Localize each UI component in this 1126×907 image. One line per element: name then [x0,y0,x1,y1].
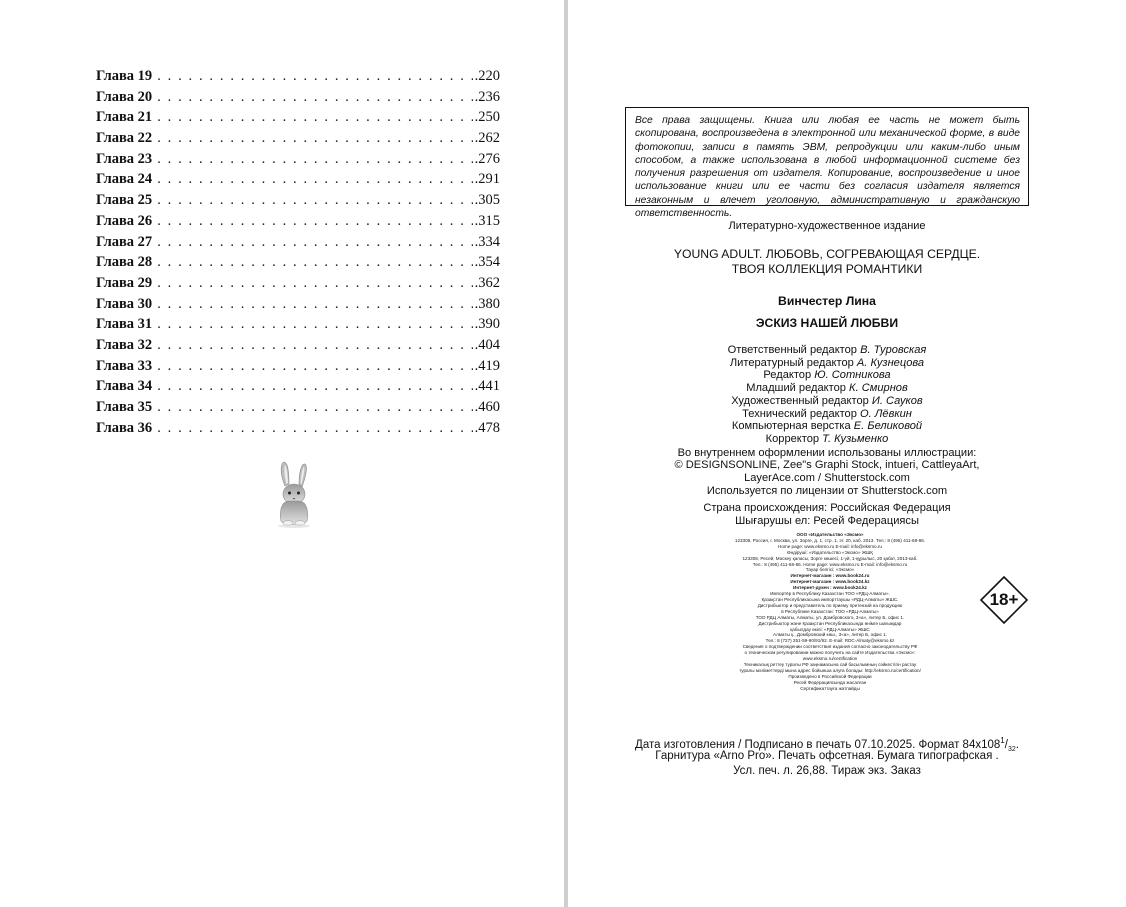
credit-role: Редактор [763,369,812,382]
credit-name: В. Туровская [860,344,927,356]
imprint-format-sub: 32 [1007,746,1016,754]
bunny-illustration [268,460,320,530]
small-print-line: Дистрибьютор и представитель по приему претензий на продукцию [757,602,903,608]
credit-name: Ю. Сотникова [814,369,891,382]
toc-entry [96,294,500,315]
small-print-line: Сведения о подтверждении соответствия издания согласно законодательству РФ [742,644,918,650]
credit-line [625,420,1029,433]
toc-dot-leader [157,314,472,335]
toc-chapter-label: Глава 21 [96,109,153,126]
publisher-small-print [705,532,955,691]
toc-page-number: .220 [474,68,500,84]
toc-entry [96,232,500,253]
credit-line [625,433,1029,446]
toc-chapter-label: Глава 24 [96,171,153,188]
credit-role: Ответственный редактор [727,344,857,356]
illustrations-line-1: Во внутреннем оформлении использованы иллюстрации: [677,447,977,459]
toc-dot-leader [157,294,472,315]
toc-chapter-label: Глава 30 [96,295,153,312]
toc-dot-leader [157,87,472,108]
toc-chapter-label: Глава 23 [96,150,153,167]
toc-page-number: .236 [474,88,500,105]
credit-name: К. Смирнов [849,382,908,395]
toc-page-number: .250 [474,109,500,126]
toc-entry [96,87,500,108]
author-name: Винчестер Лина [778,294,876,308]
small-print-line: Интернет-магазин : www.book24.ru [790,573,870,579]
toc-entry [96,190,500,211]
toc-chapter-label: Глава 26 [96,212,153,229]
toc-dot-leader [157,252,472,273]
toc-dot-leader [157,211,472,232]
series-line-1: YOUNG ADULT. ЛЮБОВЬ, СОГРЕВАЮЩАЯ СЕРДЦЕ. [673,247,981,261]
credit-role: Художественный редактор [731,394,869,407]
small-print-line: Интернет-дүкен : www.book24.kz [793,585,867,591]
imprint-format-sup: 1 [1000,736,1005,745]
toc-dot-leader [157,356,472,377]
credit-line [625,344,1029,357]
toc-chapter-label: Глава 35 [96,399,153,415]
toc-dot-leader [157,128,472,149]
book-title: ЭСКИЗ НАШЕЙ ЛЮБВИ [755,316,899,330]
small-print-line: ТОО РДЦ Алматы, Алматы, ул. Домбровского, 3«а», литер Б, офис 1. [755,614,905,620]
credit-name: А. Кузнецова [856,356,925,369]
credit-line [625,369,1029,382]
toc-chapter-label: Глава 33 [96,357,153,374]
toc-entry [96,149,500,170]
license-line: Используется по лицензии от Shutterstock.com [706,485,948,497]
imprint-line-1: Дата изготовления / Подписано в печать 07.10.2025. Формат $84x108^1/_{32}$. [635,736,1019,754]
toc-dot-leader [157,232,472,253]
toc-entry [96,107,500,128]
illustrations-line-3: LayerAce.com / Shutterstock.com [744,472,910,484]
toc-page-number: .262 [474,130,500,147]
small-print-line: Өндіруші: «Издательство «Эксмо» ЖШҚ [787,549,873,555]
toc-entry [96,356,500,377]
origin-line-2: Шығарушы ел: Ресей Федерациясы [735,515,919,527]
right-page [568,0,1126,907]
small-print-line: Қазақстан Республикасына импорттаушы «РДЦ-Алматы» ЖШС. [761,596,899,602]
imprint-date-format: Дата изготовления / Подписано в печать 07.10.2025. Формат 84x108 [635,738,1001,751]
toc-page-number: .380 [474,295,500,312]
small-print-line: Алматы қ., Домбровский көш., 3«а», литер Б, офис 1. [773,632,887,638]
toc-dot-leader [157,169,472,190]
credit-role: Младший редактор [746,382,846,395]
small-print-line: Ресей Федерациясында жасалған [793,679,867,685]
toc-entry [96,397,500,418]
toc-chapter-label: Глава 28 [96,254,153,271]
small-print-line: ООО «Издательство «Эксмо» [796,532,864,537]
toc-entry [96,211,500,232]
small-print-line: Тел.: 8 (495) 411-68-86. Home page: www.eksmo.ru E-mail: info@eksmo.ru [752,561,908,567]
toc-entry [96,273,500,294]
toc-dot-leader [157,418,472,439]
toc-page-number: .276 [474,150,500,167]
toc-dot-leader [157,273,472,294]
origin-line-1: Страна происхождения: Российская Федерация [703,502,951,514]
small-print-line: о техническом регулировании можно получить на сайте Издательства «Эксмо»: [744,650,916,656]
credit-role: Литературный редактор [729,356,854,369]
age-rating-label: 18+ [989,590,1019,609]
credit-line [625,357,1029,370]
toc-page-number: .478 [474,419,500,436]
small-print-line: Интернет-магазин : www.book24.kz [790,579,870,585]
credit-name: Е. Беликовой [853,420,923,433]
small-print-line: Home page: www.eksmo.ru E-mail: info@eksmo.ru [778,543,882,549]
credit-line [625,395,1029,408]
toc-entry [96,66,500,87]
toc-entry [96,128,500,149]
credit-role: Корректор [765,432,820,445]
credit-role: Технический редактор [742,407,857,420]
illustrations-line-2: © DESIGNSONLINE, Zee"s Graphi Stock, intueri, CattleyaArt, [674,459,980,471]
toc-page-number: .354 [474,254,500,271]
toc-dot-leader [157,376,472,397]
toc-chapter-label: Глава 34 [96,378,153,395]
small-print-line: Импортёр в Республику Казахстан ТОО «РДЦ-Алматы». [770,591,890,597]
series-line-2: ТВОЯ КОЛЛЕКЦИЯ РОМАНТИКИ [731,262,923,276]
toc-page-number: .441 [474,378,500,395]
toc-page-number: .305 [474,192,500,209]
small-print-line: Произведено в Российской Федерации [788,673,872,679]
toc-chapter-label: Глава 31 [96,316,153,333]
small-print-line: в Республике Казахстан: ТОО «РДЦ-Алматы» [781,608,879,614]
imprint-line-3: Усл. печ. л. 26,88. Тираж экз. Заказ [733,765,921,777]
toc-page-number: .460 [474,399,500,415]
toc-page-number: .315 [474,212,500,229]
small-print-line: www.eksmo.ru/certification [802,656,858,662]
toc-dot-leader [157,190,472,211]
credit-name: Т. Кузьменко [822,432,889,445]
small-print-line: Техникалық реттеу туралы РФ заңнамасына сай басылымның сәйкестігін растау [743,661,917,667]
toc-entry [96,335,500,356]
toc-page-number: .291 [474,171,500,188]
credit-role: Компьютерная верстка [731,420,851,433]
toc-page-number: .390 [474,316,500,333]
small-print-line: 123308, Ресей, Мәскеу қаласы, Зорге көшесі, 1-үй, 1-құрылыс, 20 қабат, 2013-каб. [742,555,918,561]
toc-dot-leader [157,149,472,170]
credit-line [625,408,1029,421]
small-print-line: Сертификаттауға жатпайды [800,685,860,691]
table-of-contents [96,66,500,438]
edition-type: Литературно-художественное издание [728,220,926,232]
credit-line [625,382,1029,395]
small-print-line: қабылдау өкілі: «РДЦ-Алматы» ЖШС [790,626,870,632]
toc-page-number: .362 [474,274,500,291]
toc-page-number: .404 [474,336,500,353]
toc-dot-leader [157,107,472,128]
toc-entry [96,376,500,397]
toc-page-number: .419 [474,357,500,374]
small-print-line: Тауар белгісі: «Эксмо» [805,567,855,573]
toc-page-number: .334 [474,233,500,250]
small-print-line: 123308, Россия, г. Москва, ул. Зорге, д. 1, стр. 1, эт. 20, каб. 2013. Тел.: 8 (495) 411-68-86. [734,537,926,543]
toc-dot-leader [157,335,472,356]
small-print-line: туралы мәліметтерді мына адрес бойынша алуға болады: http://eksmo.ru/certification/ [739,667,921,673]
rights-notice: Все права защищены. Книга или любая ее часть не может быть скопирована, воспроизведена в электронной или механической форме, в виде фотокопии, записи в память ЭВМ, репродукции или каким-либо иным способом, а также использована в любой информационной системе без получения разрешения от издателя. Копирование, воспроизведение и иное использование книги или ее части без согласия издателя является незаконным и влечет уголовную, административную и гражданскую ответственность. [625,107,1029,206]
toc-dot-leader [157,66,472,87]
toc-chapter-label: Глава 25 [96,192,153,209]
imprint-line-2: Гарнитура «Arno Pro». Печать офсетная. Бумага типографская . [655,750,999,762]
toc-chapter-label: Глава 27 [96,233,153,250]
credits-list [625,344,1029,446]
toc-entry [96,418,500,439]
toc-chapter-label: Глава 36 [96,419,153,436]
toc-chapter-label: Глава 19 [96,68,153,84]
toc-chapter-label: Глава 22 [96,130,153,147]
small-print-line: Тел.: 8 (727) 251-59-90/91/92. E-mail: RDC-Almaty@eksmo.kz [765,638,895,644]
toc-entry [96,314,500,335]
credit-name: О. Лёвкин [860,407,912,420]
toc-chapter-label: Глава 20 [96,88,153,105]
small-print-line: Дистрибьютор және Қазақстан Республикасында өнімге шағымдар [758,620,902,626]
toc-dot-leader [157,397,472,418]
toc-entry [96,169,500,190]
toc-chapter-label: Глава 32 [96,336,153,353]
credit-name: И. Сауков [871,394,923,407]
toc-chapter-label: Глава 29 [96,274,153,291]
toc-entry [96,252,500,273]
